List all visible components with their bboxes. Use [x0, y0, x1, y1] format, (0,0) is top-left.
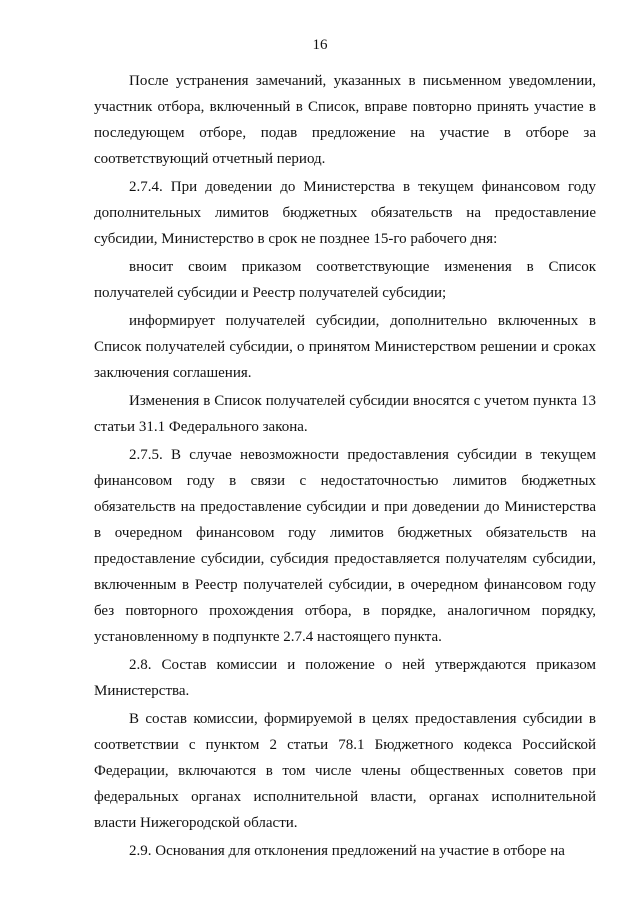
paragraph-order-changes: вносит своим приказом соответствующие изменения в Список получателей субсидии и Реестр получателей субсидии;: [94, 259, 596, 301]
paragraph-2-8: 2.8. Состав комиссии и положение о ней утверждаются приказом Министерства.: [94, 657, 596, 699]
paragraph-2-9: 2.9. Основания для отклонения предложений на участие в отборе на: [129, 843, 565, 859]
paragraph-2-7-5: 2.7.5. В случае невозможности предоставления субсидии в текущем финансовом году в связи с недостаточностью лимитов бюджетных обязательств на предоставление субсидии и при доведении до Министерства в очередном финансовом году лимитов бюджетных обязательств на предоставление субсидии, субсидия предоставляется получателям субсидии, включенным в Реестр получателей субсидии, в очередном финансовом году без повторного прохождения отбора, в порядке, аналогичном порядку, установленному в подпункте 2.7.4 настоящего пункта.: [94, 447, 596, 645]
page-number: 16: [312, 37, 328, 53]
paragraph-commission-composition: В состав комиссии, формируемой в целях предоставления субсидии в соответствии с пунктом 2 статьи 78.1 Бюджетного кодекса Российской Федерации, включаются в том числе члены общественных советов при федеральных органах исполнительной власти, органах исполнительной власти Нижегородской области.: [94, 711, 596, 831]
paragraph-inform-recipients: информирует получателей субсидии, дополнительно включенных в Список получателей субсидии, о принятом Министерством решении и сроках заключения соглашения.: [94, 313, 596, 381]
document-body: [94, 68, 596, 866]
paragraph-2-7-4: 2.7.4. При доведении до Министерства в текущем финансовом году дополнительных лимитов бюджетных обязательств на предоставление субсидии, Министерство в срок не позднее 15-го рабочего дня:: [94, 179, 596, 247]
paragraph-resubmission: После устранения замечаний, указанных в письменном уведомлении, участник отбора, включенный в Список, вправе повторно принять участие в последующем отборе, подав предложение на участие в отборе за соответствующий отчетный период.: [94, 73, 596, 167]
paragraph-list-changes: Изменения в Список получателей субсидии вносятся с учетом пункта 13 статьи 31.1 Федерального закона.: [94, 393, 596, 435]
